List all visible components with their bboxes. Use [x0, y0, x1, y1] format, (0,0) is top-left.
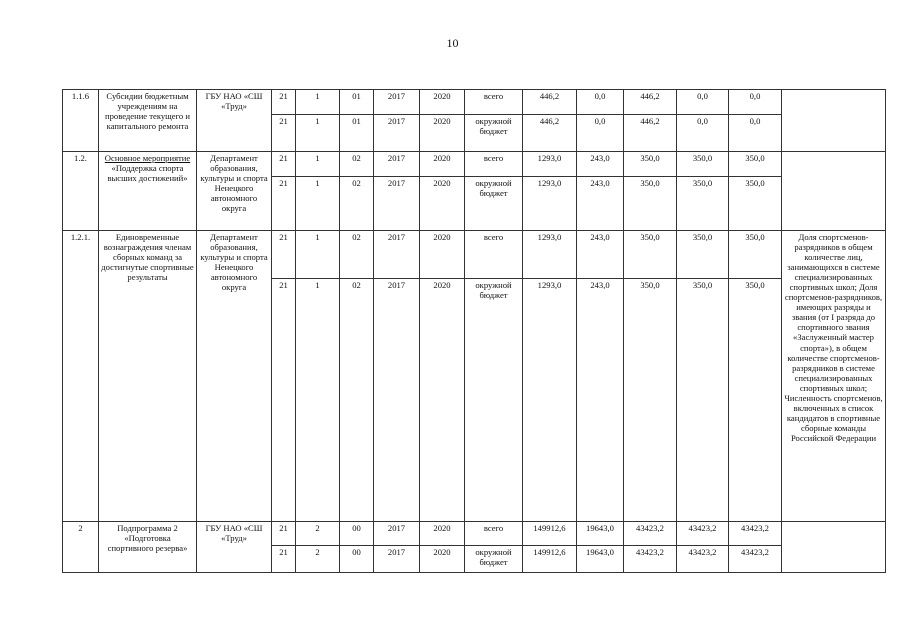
row-number: 1.1.6	[63, 90, 99, 152]
cell: окружной бюджет	[465, 279, 523, 522]
cell: 243,0	[577, 279, 624, 522]
cell: 0,0	[677, 90, 729, 115]
cell: 350,0	[729, 279, 782, 522]
row-executor: Департамент образования, культуры и спорта Ненецкого автономного округа	[197, 231, 272, 522]
row-executor: ГБУ НАО «СШ «Труд»	[197, 90, 272, 152]
cell: 350,0	[624, 177, 677, 231]
cell: 350,0	[677, 177, 729, 231]
row-name: Субсидии бюджетным учреждениям на проведение текущего и капитального ремонта	[99, 90, 197, 152]
cell: 1	[296, 279, 340, 522]
cell: 2017	[374, 546, 420, 573]
cell: 1	[296, 231, 340, 279]
cell: 21	[272, 279, 296, 522]
row-name	[99, 152, 197, 231]
cell: 446,2	[624, 90, 677, 115]
indicator-text: Доля спортсменов-разрядников в общем количестве лиц, занимающихся в системе специализированных спортивных школ; Доля спортсменов-разрядников, имеющих разряды и звания (от I разряда до спортивного звания «Заслуженный мастер спорта»), в общем количестве спортсменов-разрядников в системе специализированных спортивных школ; Численность спортсменов, включенных в список кандидатов в спортивные сборные команды Российской Федерации	[782, 231, 886, 522]
cell: 2020	[420, 152, 465, 177]
cell: 02	[340, 152, 374, 177]
cell: 2020	[420, 522, 465, 546]
cell: 1293,0	[523, 279, 577, 522]
row-name-heading: Основное мероприятие	[104, 153, 191, 163]
cell: окружной бюджет	[465, 115, 523, 152]
cell: 1293,0	[523, 231, 577, 279]
table-row	[63, 90, 886, 115]
cell: 2017	[374, 177, 420, 231]
cell: 243,0	[577, 177, 624, 231]
row-name-text: «Поддержка спорта высших достижений»	[107, 163, 188, 184]
cell: 01	[340, 90, 374, 115]
cell: 21	[272, 115, 296, 152]
cell: 2020	[420, 90, 465, 115]
cell: 2020	[420, 279, 465, 522]
cell: 1293,0	[523, 177, 577, 231]
row-executor: Департамент образования, культуры и спорта Ненецкого автономного округа	[197, 152, 272, 231]
cell: всего	[465, 522, 523, 546]
cell: 43423,2	[624, 546, 677, 573]
cell: 350,0	[624, 152, 677, 177]
table-row	[63, 152, 886, 177]
cell: 446,2	[624, 115, 677, 152]
cell: 350,0	[729, 152, 782, 177]
row-number: 1.2.	[63, 152, 99, 231]
cell: окружной бюджет	[465, 546, 523, 573]
cell: 21	[272, 522, 296, 546]
cell: 02	[340, 177, 374, 231]
cell: всего	[465, 231, 523, 279]
cell: 0,0	[729, 90, 782, 115]
table-row	[63, 231, 886, 279]
cell: 2017	[374, 522, 420, 546]
cell: 1293,0	[523, 152, 577, 177]
table-row	[63, 522, 886, 546]
cell: окружной бюджет	[465, 177, 523, 231]
cell: 43423,2	[729, 522, 782, 546]
cell: 01	[340, 115, 374, 152]
row-executor: ГБУ НАО «СШ «Труд»	[197, 522, 272, 573]
indicator-cell	[782, 152, 886, 231]
cell: 1	[296, 152, 340, 177]
row-number: 1.2.1.	[63, 231, 99, 522]
cell: 350,0	[677, 152, 729, 177]
cell: 2017	[374, 90, 420, 115]
cell: 2020	[420, 546, 465, 573]
row-name: Подпрограмма 2 «Подготовка спортивного резерва»	[99, 522, 197, 573]
cell: 350,0	[677, 231, 729, 279]
row-number: 2	[63, 522, 99, 573]
cell: 2020	[420, 231, 465, 279]
cell: 243,0	[577, 152, 624, 177]
cell: 149912,6	[523, 522, 577, 546]
cell: 0,0	[729, 115, 782, 152]
cell: 149912,6	[523, 546, 577, 573]
cell: 350,0	[729, 231, 782, 279]
cell: 21	[272, 152, 296, 177]
cell: 350,0	[677, 279, 729, 522]
cell: 0,0	[577, 115, 624, 152]
cell: 2020	[420, 177, 465, 231]
cell: 21	[272, 90, 296, 115]
cell: 02	[340, 279, 374, 522]
cell: 43423,2	[677, 522, 729, 546]
cell: 350,0	[729, 177, 782, 231]
cell: 2020	[420, 115, 465, 152]
row-name: Единовременные вознаграждения членам сборных команд за достигнутые спортивные результаты	[99, 231, 197, 522]
cell: 2017	[374, 279, 420, 522]
cell: 2017	[374, 115, 420, 152]
cell: 00	[340, 546, 374, 573]
cell: 02	[340, 231, 374, 279]
cell: 43423,2	[729, 546, 782, 573]
cell: 2	[296, 522, 340, 546]
cell: 1	[296, 177, 340, 231]
cell: 1	[296, 90, 340, 115]
cell: 00	[340, 522, 374, 546]
page-number: 10	[446, 36, 459, 50]
cell: всего	[465, 152, 523, 177]
cell: всего	[465, 90, 523, 115]
cell: 21	[272, 177, 296, 231]
cell: 243,0	[577, 231, 624, 279]
cell: 21	[272, 231, 296, 279]
cell: 0,0	[577, 90, 624, 115]
cell: 43423,2	[624, 522, 677, 546]
indicator-cell	[782, 522, 886, 573]
cell: 2	[296, 546, 340, 573]
cell: 19643,0	[577, 522, 624, 546]
cell: 446,2	[523, 115, 577, 152]
cell: 2017	[374, 152, 420, 177]
cell: 43423,2	[677, 546, 729, 573]
cell: 350,0	[624, 231, 677, 279]
cell: 21	[272, 546, 296, 573]
cell: 2017	[374, 231, 420, 279]
cell: 1	[296, 115, 340, 152]
cell: 0,0	[677, 115, 729, 152]
cell: 19643,0	[577, 546, 624, 573]
cell: 350,0	[624, 279, 677, 522]
indicator-cell	[782, 90, 886, 152]
program-table	[62, 89, 886, 573]
cell: 446,2	[523, 90, 577, 115]
